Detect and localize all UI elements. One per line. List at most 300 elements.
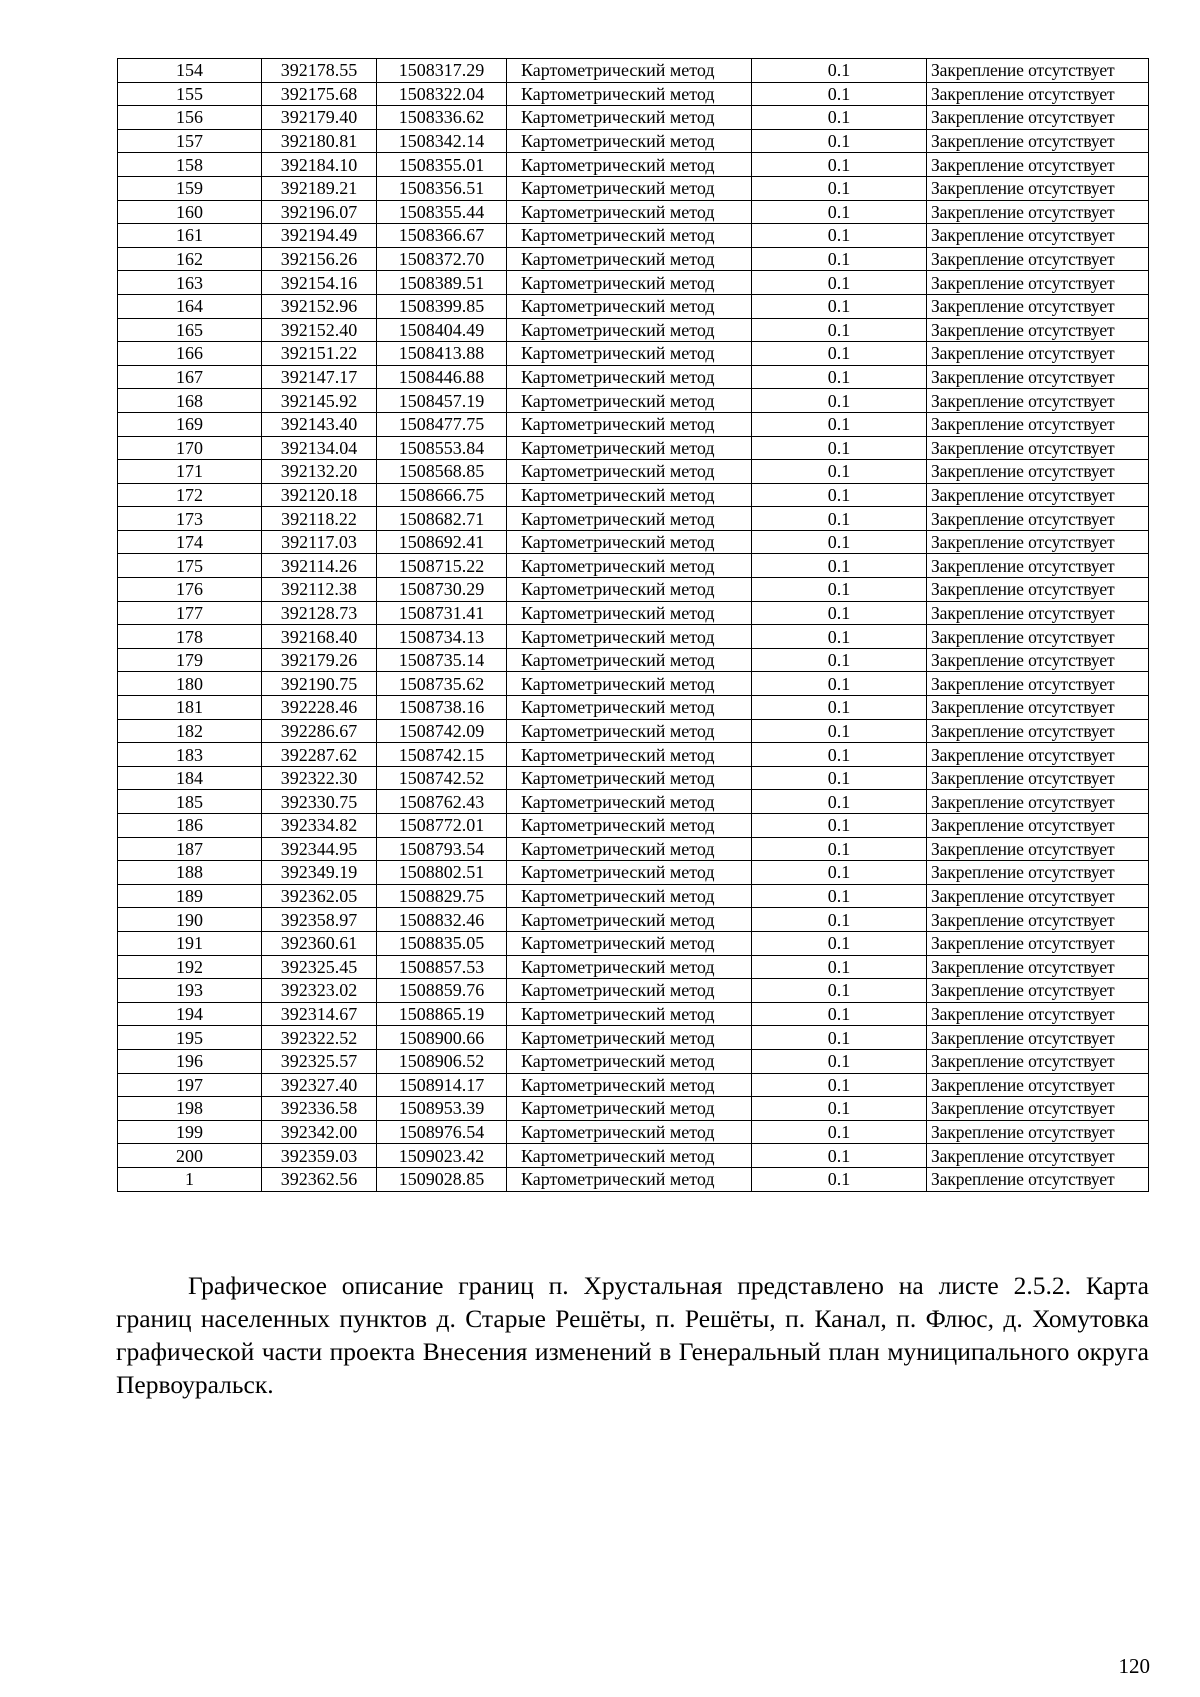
point-number-cell: 175 xyxy=(118,554,262,578)
table-row xyxy=(118,1002,1149,1026)
x-coordinate-cell: 392194.49 xyxy=(262,224,377,248)
accuracy-cell: 0.1 xyxy=(752,648,927,672)
accuracy-cell: 0.1 xyxy=(752,318,927,342)
accuracy-cell: 0.1 xyxy=(752,743,927,767)
x-coordinate-cell: 392189.21 xyxy=(262,176,377,200)
accuracy-cell: 0.1 xyxy=(752,200,927,224)
fixation-cell: Закрепление отсутствует xyxy=(927,200,1149,224)
table-row xyxy=(118,412,1149,436)
table-row xyxy=(118,483,1149,507)
fixation-cell: Закрепление отсутствует xyxy=(927,601,1149,625)
x-coordinate-cell: 392180.81 xyxy=(262,129,377,153)
table-row xyxy=(118,931,1149,955)
point-number-cell: 176 xyxy=(118,578,262,602)
method-cell: Картометрический метод xyxy=(507,200,752,224)
accuracy-cell: 0.1 xyxy=(752,247,927,271)
y-coordinate-cell: 1508735.14 xyxy=(377,648,507,672)
accuracy-cell: 0.1 xyxy=(752,790,927,814)
y-coordinate-cell: 1509028.85 xyxy=(377,1167,507,1191)
point-number-cell: 159 xyxy=(118,176,262,200)
x-coordinate-cell: 392134.04 xyxy=(262,436,377,460)
point-number-cell: 1 xyxy=(118,1167,262,1191)
accuracy-cell: 0.1 xyxy=(752,436,927,460)
y-coordinate-cell: 1508715.22 xyxy=(377,554,507,578)
method-cell: Картометрический метод xyxy=(507,908,752,932)
table-row xyxy=(118,365,1149,389)
table-row xyxy=(118,861,1149,885)
method-cell: Картометрический метод xyxy=(507,648,752,672)
table-row xyxy=(118,790,1149,814)
fixation-cell: Закрепление отсутствует xyxy=(927,1144,1149,1168)
y-coordinate-cell: 1508734.13 xyxy=(377,625,507,649)
method-cell: Картометрический метод xyxy=(507,814,752,838)
accuracy-cell: 0.1 xyxy=(752,82,927,106)
table-row xyxy=(118,436,1149,460)
method-cell: Картометрический метод xyxy=(507,176,752,200)
accuracy-cell: 0.1 xyxy=(752,59,927,83)
x-coordinate-cell: 392362.56 xyxy=(262,1167,377,1191)
y-coordinate-cell: 1508865.19 xyxy=(377,1002,507,1026)
method-cell: Картометрический метод xyxy=(507,578,752,602)
table-row xyxy=(118,129,1149,153)
table-row xyxy=(118,271,1149,295)
point-number-cell: 155 xyxy=(118,82,262,106)
x-coordinate-cell: 392196.07 xyxy=(262,200,377,224)
y-coordinate-cell: 1508568.85 xyxy=(377,460,507,484)
y-coordinate-cell: 1508336.62 xyxy=(377,106,507,130)
table-row xyxy=(118,294,1149,318)
accuracy-cell: 0.1 xyxy=(752,861,927,885)
fixation-cell: Закрепление отсутствует xyxy=(927,884,1149,908)
method-cell: Картометрический метод xyxy=(507,59,752,83)
fixation-cell: Закрепление отсутствует xyxy=(927,153,1149,177)
point-number-cell: 180 xyxy=(118,672,262,696)
x-coordinate-cell: 392132.20 xyxy=(262,460,377,484)
point-number-cell: 183 xyxy=(118,743,262,767)
y-coordinate-cell: 1508735.62 xyxy=(377,672,507,696)
table-row xyxy=(118,672,1149,696)
accuracy-cell: 0.1 xyxy=(752,530,927,554)
method-cell: Картометрический метод xyxy=(507,743,752,767)
y-coordinate-cell: 1508906.52 xyxy=(377,1049,507,1073)
method-cell: Картометрический метод xyxy=(507,1002,752,1026)
y-coordinate-cell: 1508914.17 xyxy=(377,1073,507,1097)
x-coordinate-cell: 392168.40 xyxy=(262,625,377,649)
y-coordinate-cell: 1508802.51 xyxy=(377,861,507,885)
method-cell: Картометрический метод xyxy=(507,247,752,271)
fixation-cell: Закрепление отсутствует xyxy=(927,271,1149,295)
fixation-cell: Закрепление отсутствует xyxy=(927,460,1149,484)
method-cell: Картометрический метод xyxy=(507,224,752,248)
accuracy-cell: 0.1 xyxy=(752,1049,927,1073)
table-row xyxy=(118,200,1149,224)
accuracy-cell: 0.1 xyxy=(752,672,927,696)
graphic-description-paragraph: Графическое описание границ п. Хрустальная представлено на листе 2.5.2. Карта границ населенных пунктов д. Старые Решёты, п. Решёты, п. Канал, п. Флюс, д. Хомутовка графической части проекта Внесения изменений в Генеральный план муниципального округа Первоуральск. xyxy=(116,1271,1149,1399)
method-cell: Картометрический метод xyxy=(507,294,752,318)
x-coordinate-cell: 392154.16 xyxy=(262,271,377,295)
x-coordinate-cell: 392112.38 xyxy=(262,578,377,602)
table-row xyxy=(118,389,1149,413)
x-coordinate-cell: 392344.95 xyxy=(262,837,377,861)
table-row xyxy=(118,106,1149,130)
table-row xyxy=(118,625,1149,649)
y-coordinate-cell: 1508953.39 xyxy=(377,1097,507,1121)
fixation-cell: Закрепление отсутствует xyxy=(927,129,1149,153)
y-coordinate-cell: 1508900.66 xyxy=(377,1026,507,1050)
accuracy-cell: 0.1 xyxy=(752,365,927,389)
table-row xyxy=(118,82,1149,106)
y-coordinate-cell: 1508731.41 xyxy=(377,601,507,625)
accuracy-cell: 0.1 xyxy=(752,1120,927,1144)
accuracy-cell: 0.1 xyxy=(752,1073,927,1097)
fixation-cell: Закрепление отсутствует xyxy=(927,1002,1149,1026)
accuracy-cell: 0.1 xyxy=(752,955,927,979)
accuracy-cell: 0.1 xyxy=(752,979,927,1003)
fixation-cell: Закрепление отсутствует xyxy=(927,837,1149,861)
table-row xyxy=(118,530,1149,554)
point-number-cell: 188 xyxy=(118,861,262,885)
table-row xyxy=(118,1120,1149,1144)
method-cell: Картометрический метод xyxy=(507,884,752,908)
y-coordinate-cell: 1508682.71 xyxy=(377,507,507,531)
fixation-cell: Закрепление отсутствует xyxy=(927,436,1149,460)
point-number-cell: 184 xyxy=(118,766,262,790)
fixation-cell: Закрепление отсутствует xyxy=(927,1120,1149,1144)
y-coordinate-cell: 1509023.42 xyxy=(377,1144,507,1168)
x-coordinate-cell: 392128.73 xyxy=(262,601,377,625)
method-cell: Картометрический метод xyxy=(507,601,752,625)
fixation-cell: Закрепление отсутствует xyxy=(927,931,1149,955)
x-coordinate-cell: 392143.40 xyxy=(262,412,377,436)
point-number-cell: 194 xyxy=(118,1002,262,1026)
method-cell: Картометрический метод xyxy=(507,766,752,790)
method-cell: Картометрический метод xyxy=(507,1026,752,1050)
fixation-cell: Закрепление отсутствует xyxy=(927,861,1149,885)
x-coordinate-cell: 392325.45 xyxy=(262,955,377,979)
table-row xyxy=(118,743,1149,767)
table-row xyxy=(118,554,1149,578)
y-coordinate-cell: 1508446.88 xyxy=(377,365,507,389)
point-number-cell: 163 xyxy=(118,271,262,295)
point-number-cell: 197 xyxy=(118,1073,262,1097)
method-cell: Картометрический метод xyxy=(507,861,752,885)
x-coordinate-cell: 392359.03 xyxy=(262,1144,377,1168)
point-number-cell: 168 xyxy=(118,389,262,413)
y-coordinate-cell: 1508413.88 xyxy=(377,342,507,366)
accuracy-cell: 0.1 xyxy=(752,696,927,720)
accuracy-cell: 0.1 xyxy=(752,153,927,177)
x-coordinate-cell: 392314.67 xyxy=(262,1002,377,1026)
y-coordinate-cell: 1508553.84 xyxy=(377,436,507,460)
table-row xyxy=(118,601,1149,625)
fixation-cell: Закрепление отсутствует xyxy=(927,908,1149,932)
x-coordinate-cell: 392147.17 xyxy=(262,365,377,389)
y-coordinate-cell: 1508356.51 xyxy=(377,176,507,200)
x-coordinate-cell: 392330.75 xyxy=(262,790,377,814)
point-number-cell: 177 xyxy=(118,601,262,625)
x-coordinate-cell: 392322.30 xyxy=(262,766,377,790)
x-coordinate-cell: 392190.75 xyxy=(262,672,377,696)
accuracy-cell: 0.1 xyxy=(752,931,927,955)
accuracy-cell: 0.1 xyxy=(752,412,927,436)
x-coordinate-cell: 392156.26 xyxy=(262,247,377,271)
method-cell: Картометрический метод xyxy=(507,719,752,743)
accuracy-cell: 0.1 xyxy=(752,342,927,366)
y-coordinate-cell: 1508835.05 xyxy=(377,931,507,955)
method-cell: Картометрический метод xyxy=(507,1144,752,1168)
point-number-cell: 169 xyxy=(118,412,262,436)
x-coordinate-cell: 392362.05 xyxy=(262,884,377,908)
table-row xyxy=(118,814,1149,838)
method-cell: Картометрический метод xyxy=(507,82,752,106)
table-row xyxy=(118,837,1149,861)
point-number-cell: 195 xyxy=(118,1026,262,1050)
table-row xyxy=(118,1073,1149,1097)
x-coordinate-cell: 392349.19 xyxy=(262,861,377,885)
point-number-cell: 199 xyxy=(118,1120,262,1144)
x-coordinate-cell: 392327.40 xyxy=(262,1073,377,1097)
y-coordinate-cell: 1508404.49 xyxy=(377,318,507,342)
fixation-cell: Закрепление отсутствует xyxy=(927,696,1149,720)
y-coordinate-cell: 1508742.15 xyxy=(377,743,507,767)
y-coordinate-cell: 1508477.75 xyxy=(377,412,507,436)
table-row xyxy=(118,1049,1149,1073)
point-number-cell: 185 xyxy=(118,790,262,814)
accuracy-cell: 0.1 xyxy=(752,294,927,318)
fixation-cell: Закрепление отсутствует xyxy=(927,648,1149,672)
point-number-cell: 190 xyxy=(118,908,262,932)
point-number-cell: 191 xyxy=(118,931,262,955)
point-number-cell: 181 xyxy=(118,696,262,720)
fixation-cell: Закрепление отсутствует xyxy=(927,1097,1149,1121)
coordinates-table xyxy=(117,58,1149,1192)
method-cell: Картометрический метод xyxy=(507,790,752,814)
point-number-cell: 171 xyxy=(118,460,262,484)
accuracy-cell: 0.1 xyxy=(752,766,927,790)
y-coordinate-cell: 1508666.75 xyxy=(377,483,507,507)
fixation-cell: Закрепление отсутствует xyxy=(927,318,1149,342)
accuracy-cell: 0.1 xyxy=(752,1026,927,1050)
method-cell: Картометрический метод xyxy=(507,979,752,1003)
table-row xyxy=(118,979,1149,1003)
accuracy-cell: 0.1 xyxy=(752,837,927,861)
y-coordinate-cell: 1508317.29 xyxy=(377,59,507,83)
x-coordinate-cell: 392228.46 xyxy=(262,696,377,720)
y-coordinate-cell: 1508730.29 xyxy=(377,578,507,602)
accuracy-cell: 0.1 xyxy=(752,271,927,295)
table-row xyxy=(118,719,1149,743)
page-number: 120 xyxy=(1118,1654,1150,1678)
accuracy-cell: 0.1 xyxy=(752,554,927,578)
y-coordinate-cell: 1508742.09 xyxy=(377,719,507,743)
fixation-cell: Закрепление отсутствует xyxy=(927,483,1149,507)
table-row xyxy=(118,176,1149,200)
accuracy-cell: 0.1 xyxy=(752,389,927,413)
point-number-cell: 173 xyxy=(118,507,262,531)
point-number-cell: 157 xyxy=(118,129,262,153)
y-coordinate-cell: 1508399.85 xyxy=(377,294,507,318)
fixation-cell: Закрепление отсутствует xyxy=(927,389,1149,413)
method-cell: Картометрический метод xyxy=(507,1120,752,1144)
x-coordinate-cell: 392114.26 xyxy=(262,554,377,578)
fixation-cell: Закрепление отсутствует xyxy=(927,790,1149,814)
table-row xyxy=(118,342,1149,366)
table-row xyxy=(118,766,1149,790)
point-number-cell: 186 xyxy=(118,814,262,838)
point-number-cell: 160 xyxy=(118,200,262,224)
x-coordinate-cell: 392360.61 xyxy=(262,931,377,955)
x-coordinate-cell: 392118.22 xyxy=(262,507,377,531)
point-number-cell: 154 xyxy=(118,59,262,83)
method-cell: Картометрический метод xyxy=(507,1167,752,1191)
x-coordinate-cell: 392325.57 xyxy=(262,1049,377,1073)
accuracy-cell: 0.1 xyxy=(752,601,927,625)
point-number-cell: 167 xyxy=(118,365,262,389)
accuracy-cell: 0.1 xyxy=(752,483,927,507)
x-coordinate-cell: 392184.10 xyxy=(262,153,377,177)
accuracy-cell: 0.1 xyxy=(752,578,927,602)
method-cell: Картометрический метод xyxy=(507,1097,752,1121)
fixation-cell: Закрепление отсутствует xyxy=(927,224,1149,248)
accuracy-cell: 0.1 xyxy=(752,908,927,932)
x-coordinate-cell: 392152.96 xyxy=(262,294,377,318)
fixation-cell: Закрепление отсутствует xyxy=(927,365,1149,389)
point-number-cell: 156 xyxy=(118,106,262,130)
table-row xyxy=(118,507,1149,531)
fixation-cell: Закрепление отсутствует xyxy=(927,743,1149,767)
accuracy-cell: 0.1 xyxy=(752,719,927,743)
x-coordinate-cell: 392117.03 xyxy=(262,530,377,554)
point-number-cell: 172 xyxy=(118,483,262,507)
x-coordinate-cell: 392152.40 xyxy=(262,318,377,342)
method-cell: Картометрический метод xyxy=(507,530,752,554)
x-coordinate-cell: 392175.68 xyxy=(262,82,377,106)
method-cell: Картометрический метод xyxy=(507,412,752,436)
method-cell: Картометрический метод xyxy=(507,696,752,720)
method-cell: Картометрический метод xyxy=(507,1049,752,1073)
accuracy-cell: 0.1 xyxy=(752,1167,927,1191)
fixation-cell: Закрепление отсутствует xyxy=(927,554,1149,578)
table-row xyxy=(118,908,1149,932)
point-number-cell: 198 xyxy=(118,1097,262,1121)
method-cell: Картометрический метод xyxy=(507,389,752,413)
method-cell: Картометрический метод xyxy=(507,483,752,507)
accuracy-cell: 0.1 xyxy=(752,129,927,153)
table-row xyxy=(118,59,1149,83)
table-row xyxy=(118,224,1149,248)
method-cell: Картометрический метод xyxy=(507,931,752,955)
table-row xyxy=(118,247,1149,271)
table-row xyxy=(118,1097,1149,1121)
table-row xyxy=(118,696,1149,720)
point-number-cell: 165 xyxy=(118,318,262,342)
method-cell: Картометрический метод xyxy=(507,271,752,295)
point-number-cell: 158 xyxy=(118,153,262,177)
table-row xyxy=(118,648,1149,672)
table-row xyxy=(118,153,1149,177)
method-cell: Картометрический метод xyxy=(507,672,752,696)
point-number-cell: 192 xyxy=(118,955,262,979)
point-number-cell: 162 xyxy=(118,247,262,271)
fixation-cell: Закрепление отсутствует xyxy=(927,294,1149,318)
x-coordinate-cell: 392342.00 xyxy=(262,1120,377,1144)
accuracy-cell: 0.1 xyxy=(752,1097,927,1121)
y-coordinate-cell: 1508322.04 xyxy=(377,82,507,106)
method-cell: Картометрический метод xyxy=(507,106,752,130)
y-coordinate-cell: 1508692.41 xyxy=(377,530,507,554)
x-coordinate-cell: 392178.55 xyxy=(262,59,377,83)
method-cell: Картометрический метод xyxy=(507,460,752,484)
accuracy-cell: 0.1 xyxy=(752,106,927,130)
fixation-cell: Закрепление отсутствует xyxy=(927,672,1149,696)
y-coordinate-cell: 1508762.43 xyxy=(377,790,507,814)
table-row xyxy=(118,884,1149,908)
fixation-cell: Закрепление отсутствует xyxy=(927,814,1149,838)
fixation-cell: Закрепление отсутствует xyxy=(927,1049,1149,1073)
fixation-cell: Закрепление отсутствует xyxy=(927,106,1149,130)
y-coordinate-cell: 1508832.46 xyxy=(377,908,507,932)
x-coordinate-cell: 392334.82 xyxy=(262,814,377,838)
x-coordinate-cell: 392145.92 xyxy=(262,389,377,413)
accuracy-cell: 0.1 xyxy=(752,1144,927,1168)
coordinates-table-body xyxy=(118,59,1149,1192)
method-cell: Картометрический метод xyxy=(507,436,752,460)
fixation-cell: Закрепление отсутствует xyxy=(927,1073,1149,1097)
fixation-cell: Закрепление отсутствует xyxy=(927,979,1149,1003)
fixation-cell: Закрепление отсутствует xyxy=(927,530,1149,554)
fixation-cell: Закрепление отсутствует xyxy=(927,176,1149,200)
point-number-cell: 189 xyxy=(118,884,262,908)
x-coordinate-cell: 392323.02 xyxy=(262,979,377,1003)
fixation-cell: Закрепление отсутствует xyxy=(927,342,1149,366)
accuracy-cell: 0.1 xyxy=(752,1002,927,1026)
y-coordinate-cell: 1508976.54 xyxy=(377,1120,507,1144)
y-coordinate-cell: 1508829.75 xyxy=(377,884,507,908)
point-number-cell: 182 xyxy=(118,719,262,743)
x-coordinate-cell: 392286.67 xyxy=(262,719,377,743)
point-number-cell: 161 xyxy=(118,224,262,248)
table-row xyxy=(118,955,1149,979)
y-coordinate-cell: 1508857.53 xyxy=(377,955,507,979)
point-number-cell: 196 xyxy=(118,1049,262,1073)
method-cell: Картометрический метод xyxy=(507,365,752,389)
fixation-cell: Закрепление отсутствует xyxy=(927,766,1149,790)
point-number-cell: 166 xyxy=(118,342,262,366)
y-coordinate-cell: 1508389.51 xyxy=(377,271,507,295)
method-cell: Картометрический метод xyxy=(507,318,752,342)
y-coordinate-cell: 1508457.19 xyxy=(377,389,507,413)
method-cell: Картометрический метод xyxy=(507,507,752,531)
fixation-cell: Закрепление отсутствует xyxy=(927,1026,1149,1050)
y-coordinate-cell: 1508772.01 xyxy=(377,814,507,838)
point-number-cell: 164 xyxy=(118,294,262,318)
table-row xyxy=(118,1144,1149,1168)
accuracy-cell: 0.1 xyxy=(752,224,927,248)
method-cell: Картометрический метод xyxy=(507,625,752,649)
point-number-cell: 170 xyxy=(118,436,262,460)
x-coordinate-cell: 392151.22 xyxy=(262,342,377,366)
y-coordinate-cell: 1508342.14 xyxy=(377,129,507,153)
x-coordinate-cell: 392120.18 xyxy=(262,483,377,507)
table-row xyxy=(118,578,1149,602)
point-number-cell: 200 xyxy=(118,1144,262,1168)
table-row xyxy=(118,1026,1149,1050)
table-row xyxy=(118,1167,1149,1191)
y-coordinate-cell: 1508355.44 xyxy=(377,200,507,224)
x-coordinate-cell: 392336.58 xyxy=(262,1097,377,1121)
table-row xyxy=(118,318,1149,342)
method-cell: Картометрический метод xyxy=(507,554,752,578)
